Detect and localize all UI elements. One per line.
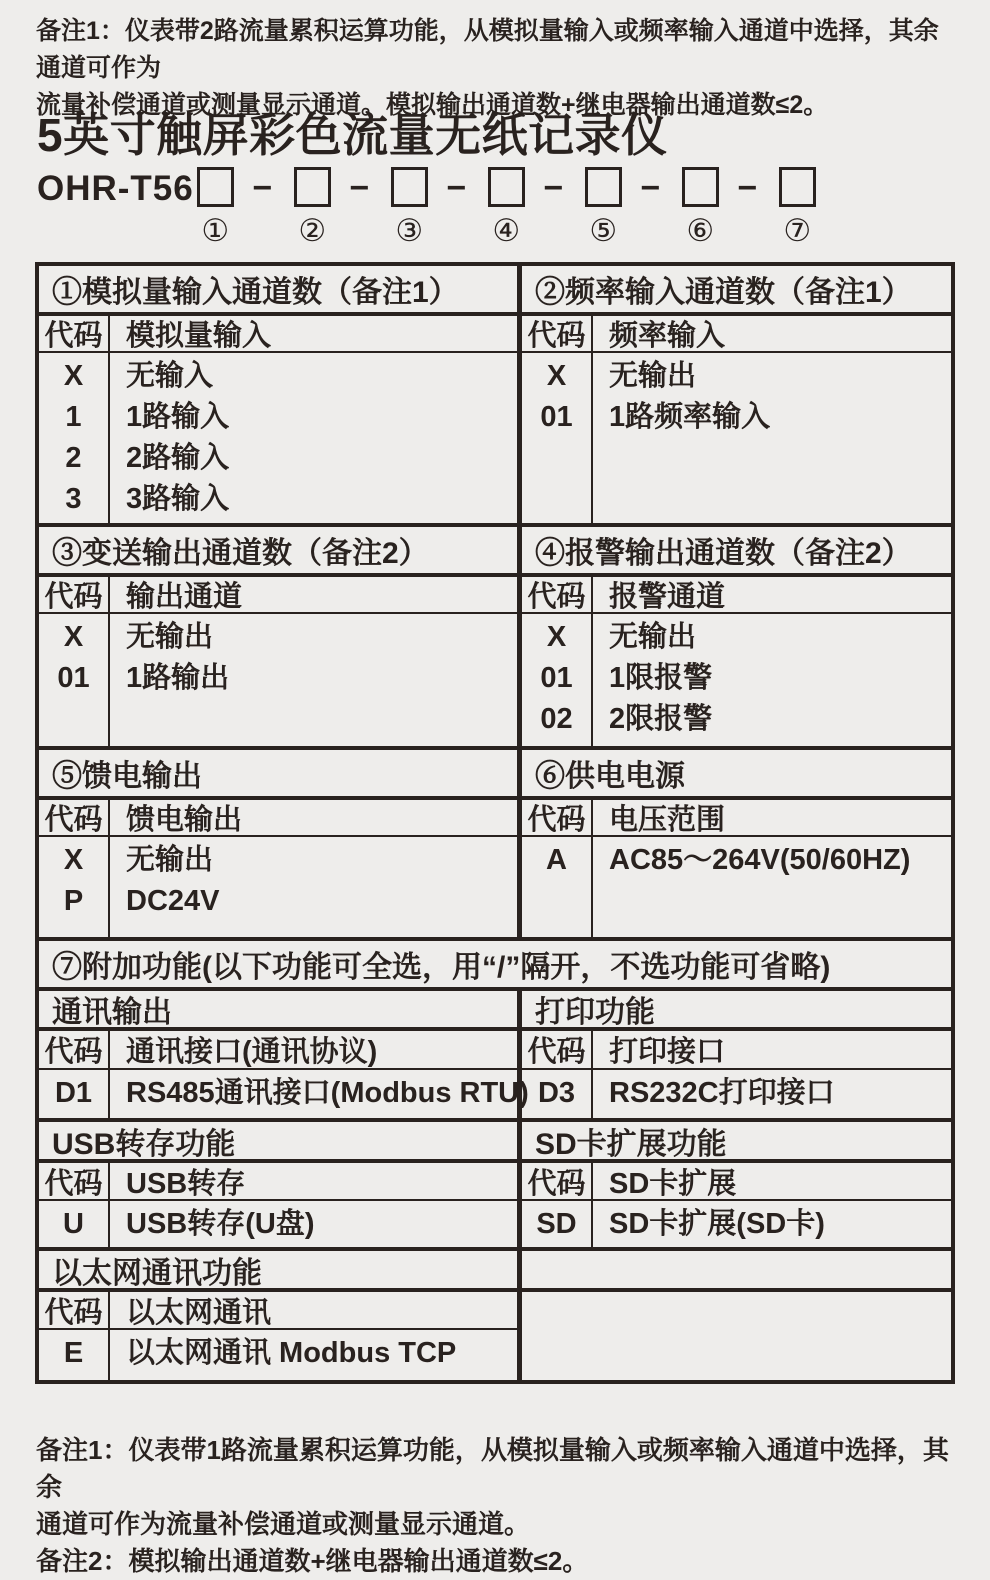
desc-cell: USB转存(U盘) (126, 1208, 315, 1240)
top-note-line-2: 流量补偿通道或测量显示通道。模拟输出通道数+继电器输出通道数≤2。 (36, 91, 829, 119)
code-cell: X (63, 621, 84, 653)
code-cell: 01 (540, 662, 573, 694)
model-slot-1 (197, 167, 234, 247)
section-alarm-output (522, 527, 951, 746)
section-ethernet-empty (522, 1251, 951, 1380)
model-dash: − (737, 169, 758, 207)
desc-cell: 1路频率输入 (609, 401, 771, 433)
position-number-1: ① (201, 213, 230, 249)
position-number-7: ⑦ (783, 213, 812, 249)
bottom-note-2: 备注2：模拟输出通道数+继电器输出通道数≤2。 (36, 1546, 589, 1576)
code-cell: 02 (540, 703, 573, 735)
page-title: 5英寸触屏彩色流量无纸记录仪 (37, 109, 668, 161)
model-dash: − (446, 169, 467, 207)
code-cell: A (546, 844, 567, 876)
desc-column-header: 打印接口 (609, 1036, 726, 1068)
position-number-4: ④ (492, 213, 521, 249)
section-header: 打印功能 (522, 991, 951, 1031)
bottom-note-1-line-2: 通道可作为流量补偿通道或测量显示通道。 (36, 1509, 531, 1539)
section-header: SD卡扩展功能 (522, 1122, 951, 1163)
model-slot-2 (294, 167, 331, 247)
section-header: USB转存功能 (39, 1122, 517, 1163)
code-cell: P (63, 885, 84, 917)
code-cell: 01 (540, 401, 573, 433)
band-usb-sd (39, 1118, 951, 1247)
desc-column-header: 馈电输出 (126, 804, 243, 836)
model-prefix: OHR-T56 (37, 169, 194, 208)
desc-cell: 1路输出 (126, 662, 230, 694)
section-usb-transfer (39, 1122, 522, 1247)
section-comm-output (39, 991, 529, 1118)
desc-column-header: 以太网通讯 (126, 1296, 272, 1329)
bottom-note (36, 1432, 951, 1580)
section-header: ④报警输出通道数（备注2） (522, 527, 951, 577)
model-slot-6 (682, 167, 719, 247)
desc-column-header: 输出通道 (126, 581, 243, 613)
code-column-header: 代码 (39, 577, 110, 612)
section-transmit-output (39, 527, 522, 746)
band-ethernet (39, 1247, 951, 1380)
section-feed-output (39, 750, 522, 937)
code-column-header: 代码 (522, 1163, 593, 1199)
desc-cell: 3路输入 (126, 483, 230, 515)
code-cell: X (546, 621, 567, 653)
desc-column-header: SD卡扩展 (609, 1167, 737, 1200)
desc-cell: 2路输入 (126, 442, 230, 474)
position-number-6: ⑥ (686, 213, 715, 249)
code-cell: D3 (537, 1077, 576, 1109)
code-cell: SD (536, 1208, 577, 1240)
section-header: ①模拟量输入通道数（备注1） (39, 266, 517, 316)
code-cell: 1 (65, 401, 82, 433)
desc-cell: 无输出 (609, 621, 697, 653)
section-header: ⑥供电电源 (522, 750, 951, 800)
section-print-function (522, 991, 951, 1118)
model-code-box-7 (779, 167, 816, 207)
position-number-5: ⑤ (589, 213, 618, 249)
code-cell: X (546, 360, 567, 392)
model-code-box-6 (682, 167, 719, 207)
desc-cell: AC85～264V(50/60HZ) (609, 844, 911, 876)
model-code-box-4 (488, 167, 525, 207)
top-note-line-1: 备注1：仪表带2路流量累积运算功能，从模拟量输入或频率输入通道中选择，其余通道可作为 (36, 17, 939, 82)
section-power-supply (522, 750, 951, 937)
model-code-box-2 (294, 167, 331, 207)
position-number-2: ② (298, 213, 327, 249)
model-code-box-1 (197, 167, 234, 207)
desc-cell: 2限报警 (609, 703, 713, 735)
section-header: 以太网通讯功能 (39, 1251, 517, 1292)
code-column-header: 代码 (39, 316, 110, 351)
code-column-header: 代码 (522, 1031, 593, 1068)
empty-header-cell (522, 1251, 951, 1292)
code-column-header: 代码 (522, 316, 593, 351)
code-column-header: 代码 (39, 1031, 110, 1068)
model-dash: − (543, 169, 564, 207)
ordering-table (35, 262, 955, 1384)
code-column-header: 代码 (39, 800, 110, 835)
band-additional-functions (39, 937, 951, 987)
desc-cell: 以太网通讯 Modbus TCP (126, 1337, 457, 1369)
desc-cell: 1限报警 (609, 662, 713, 694)
section-header-additional-functions: ⑦附加功能(以下功能可全选，用“/”隔开，不选功能可省略) (52, 951, 831, 984)
model-slot-3 (391, 167, 428, 247)
model-dash: − (640, 169, 661, 207)
code-cell: 01 (57, 662, 90, 694)
desc-column-header: USB转存 (126, 1167, 246, 1200)
section-frequency-input (522, 266, 951, 523)
model-dash: − (252, 169, 273, 207)
code-cell: U (63, 1208, 84, 1240)
model-code-box-5 (585, 167, 622, 207)
code-column-header: 代码 (39, 1292, 110, 1328)
band-analog-frequency (39, 266, 951, 523)
code-cell: 3 (65, 483, 82, 515)
code-cell: 2 (65, 442, 82, 474)
model-slot-5 (585, 167, 622, 247)
desc-cell: 无输入 (126, 360, 214, 392)
code-column-header: 代码 (522, 577, 593, 612)
code-cell: E (63, 1337, 84, 1369)
band-transmit-alarm (39, 523, 951, 746)
bottom-note-1-line-1: 备注1：仪表带1路流量累积运算功能，从模拟量输入或频率输入通道中选择，其余 (36, 1435, 949, 1502)
desc-column-header: 报警通道 (609, 581, 726, 613)
model-slot-4 (488, 167, 525, 247)
desc-cell: DC24V (126, 885, 220, 917)
desc-column-header: 电压范围 (609, 804, 726, 836)
desc-cell: RS232C打印接口 (609, 1077, 835, 1109)
desc-cell: RS485通讯接口(Modbus RTU) (126, 1077, 529, 1109)
model-number-line (37, 167, 816, 247)
position-number-3: ③ (395, 213, 424, 249)
desc-cell: SD卡扩展(SD卡) (609, 1208, 825, 1240)
section-header: 通讯输出 (39, 991, 517, 1031)
desc-cell: 无输出 (126, 621, 214, 653)
band-feed-power (39, 746, 951, 937)
model-dash: − (349, 169, 370, 207)
section-sd-expansion (522, 1122, 951, 1247)
band-comm-print (39, 987, 951, 1118)
desc-column-header: 模拟量输入 (126, 320, 272, 352)
code-cell: X (63, 360, 84, 392)
model-slot-7 (779, 167, 816, 247)
model-code-box-3 (391, 167, 428, 207)
desc-cell: 1路输入 (126, 401, 230, 433)
desc-cell: 无输出 (609, 360, 697, 392)
code-cell: X (63, 844, 84, 876)
section-analog-input (39, 266, 522, 523)
code-column-header: 代码 (522, 800, 593, 835)
section-header: ③变送输出通道数（备注2） (39, 527, 517, 577)
desc-cell: 无输出 (126, 844, 214, 876)
section-ethernet-comm (39, 1251, 522, 1380)
desc-column-header: 通讯接口(通讯协议) (126, 1036, 378, 1068)
section-header: ②频率输入通道数（备注1） (522, 266, 951, 316)
code-cell: D1 (54, 1077, 93, 1109)
section-header: ⑤馈电输出 (39, 750, 517, 800)
desc-column-header: 频率输入 (609, 320, 726, 352)
code-column-header: 代码 (39, 1163, 110, 1199)
